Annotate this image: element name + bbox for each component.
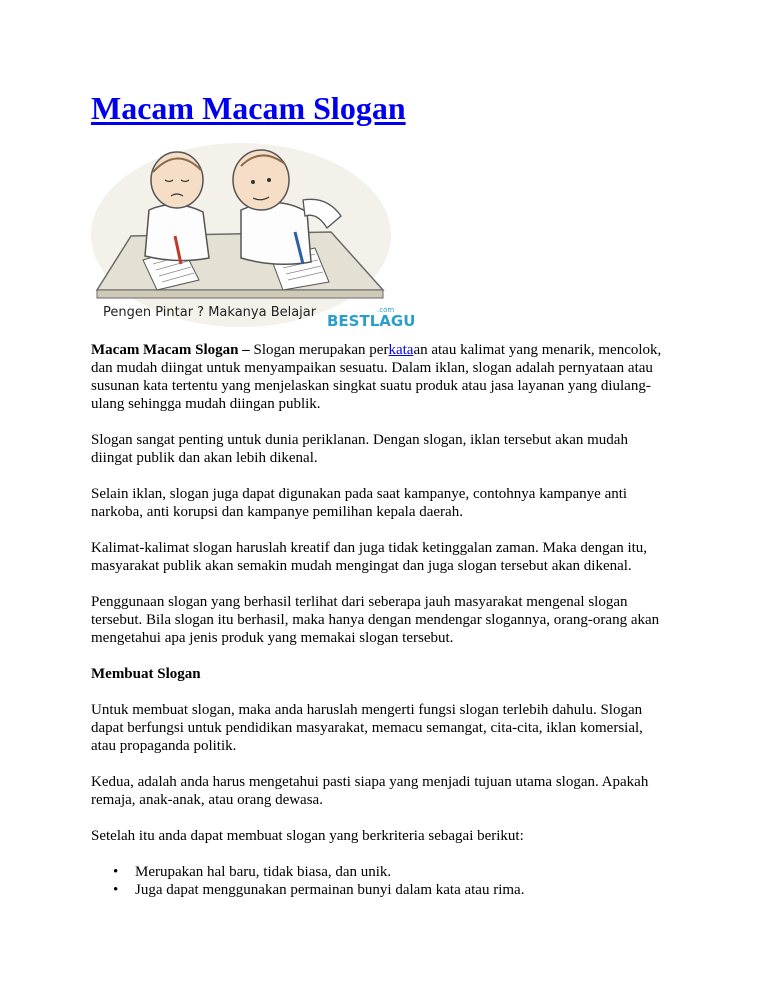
title-link[interactable]: Macam Macam Slogan (91, 90, 406, 126)
list-item: • Merupakan hal baru, tidak biasa, dan unik. (135, 863, 671, 881)
list-item: • Juga dapat menggunakan permainan bunyi dalam kata atau rima. (135, 881, 671, 899)
paragraph: Penggunaan slogan yang berhasil terlihat dari seberapa jauh masyarakat mengenal slogan tersebut. Bila slogan itu berhasil, maka hanya dengan mendengar slogannya, orang-orang akan mengetahui apa jenis produk yang memakai slogan tersebut. (91, 594, 660, 646)
image-watermark: BESTLAGU (327, 312, 416, 330)
intro-paragraph: Macam Macam Slogan – Slogan merupakan perkataan atau kalimat yang menarik, mencolok, dan mudah diingat untuk menyampaikan sesuatu. Dalam iklan, slogan adalah pernyataan atau susunan kata tertentu yang menjelaskan singkat suatu produk atau jasa layanan yang diulang-ulang sehingga mudah diingan publik. (91, 342, 662, 412)
article-body (91, 341, 671, 899)
section-heading: Membuat Slogan (91, 666, 201, 682)
paragraph: Kedua, adalah anda harus mengetahui pasti siapa yang menjadi tujuan utama slogan. Apakah remaja, anak-anak, atau orang dewasa. (91, 774, 649, 808)
criteria-list (91, 863, 671, 899)
paragraph: Selain iklan, slogan juga dapat digunakan pada saat kampanye, contohnya kampanye anti narkoba, anti korupsi dan kampanye pemilihan kepala daerah. (91, 486, 628, 520)
image-caption: Pengen Pintar ? Makanya Belajar (103, 305, 317, 320)
image-watermark-sub: .com (377, 306, 395, 314)
intro-lead: Macam Macam Slogan – (91, 342, 250, 358)
inline-link-kata[interactable]: kata (388, 342, 414, 358)
paragraph: Untuk membuat slogan, maka anda haruslah mengerti fungsi slogan terlebih dahulu. Slogan dapat berfungsi untuk pendidikan masyarakat, memacu semangat, cita-cita, iklan komersial, atau propaganda politik. (91, 702, 643, 754)
paragraph: Slogan sangat penting untuk dunia periklanan. Dengan slogan, iklan tersebut akan mudah diingat publik dan akan lebih dikenal. (91, 432, 628, 466)
page-title (91, 88, 406, 128)
article-illustration (91, 140, 416, 330)
paragraph: Setelah itu anda dapat membuat slogan yang berkriteria sebagai berikut: (91, 828, 524, 844)
paragraph: Kalimat-kalimat slogan haruslah kreatif dan juga tidak ketinggalan zaman. Maka dengan itu, masyarakat publik akan semakin mudah mengingat dan juga slogan tersebut akan dikenal. (91, 540, 648, 574)
